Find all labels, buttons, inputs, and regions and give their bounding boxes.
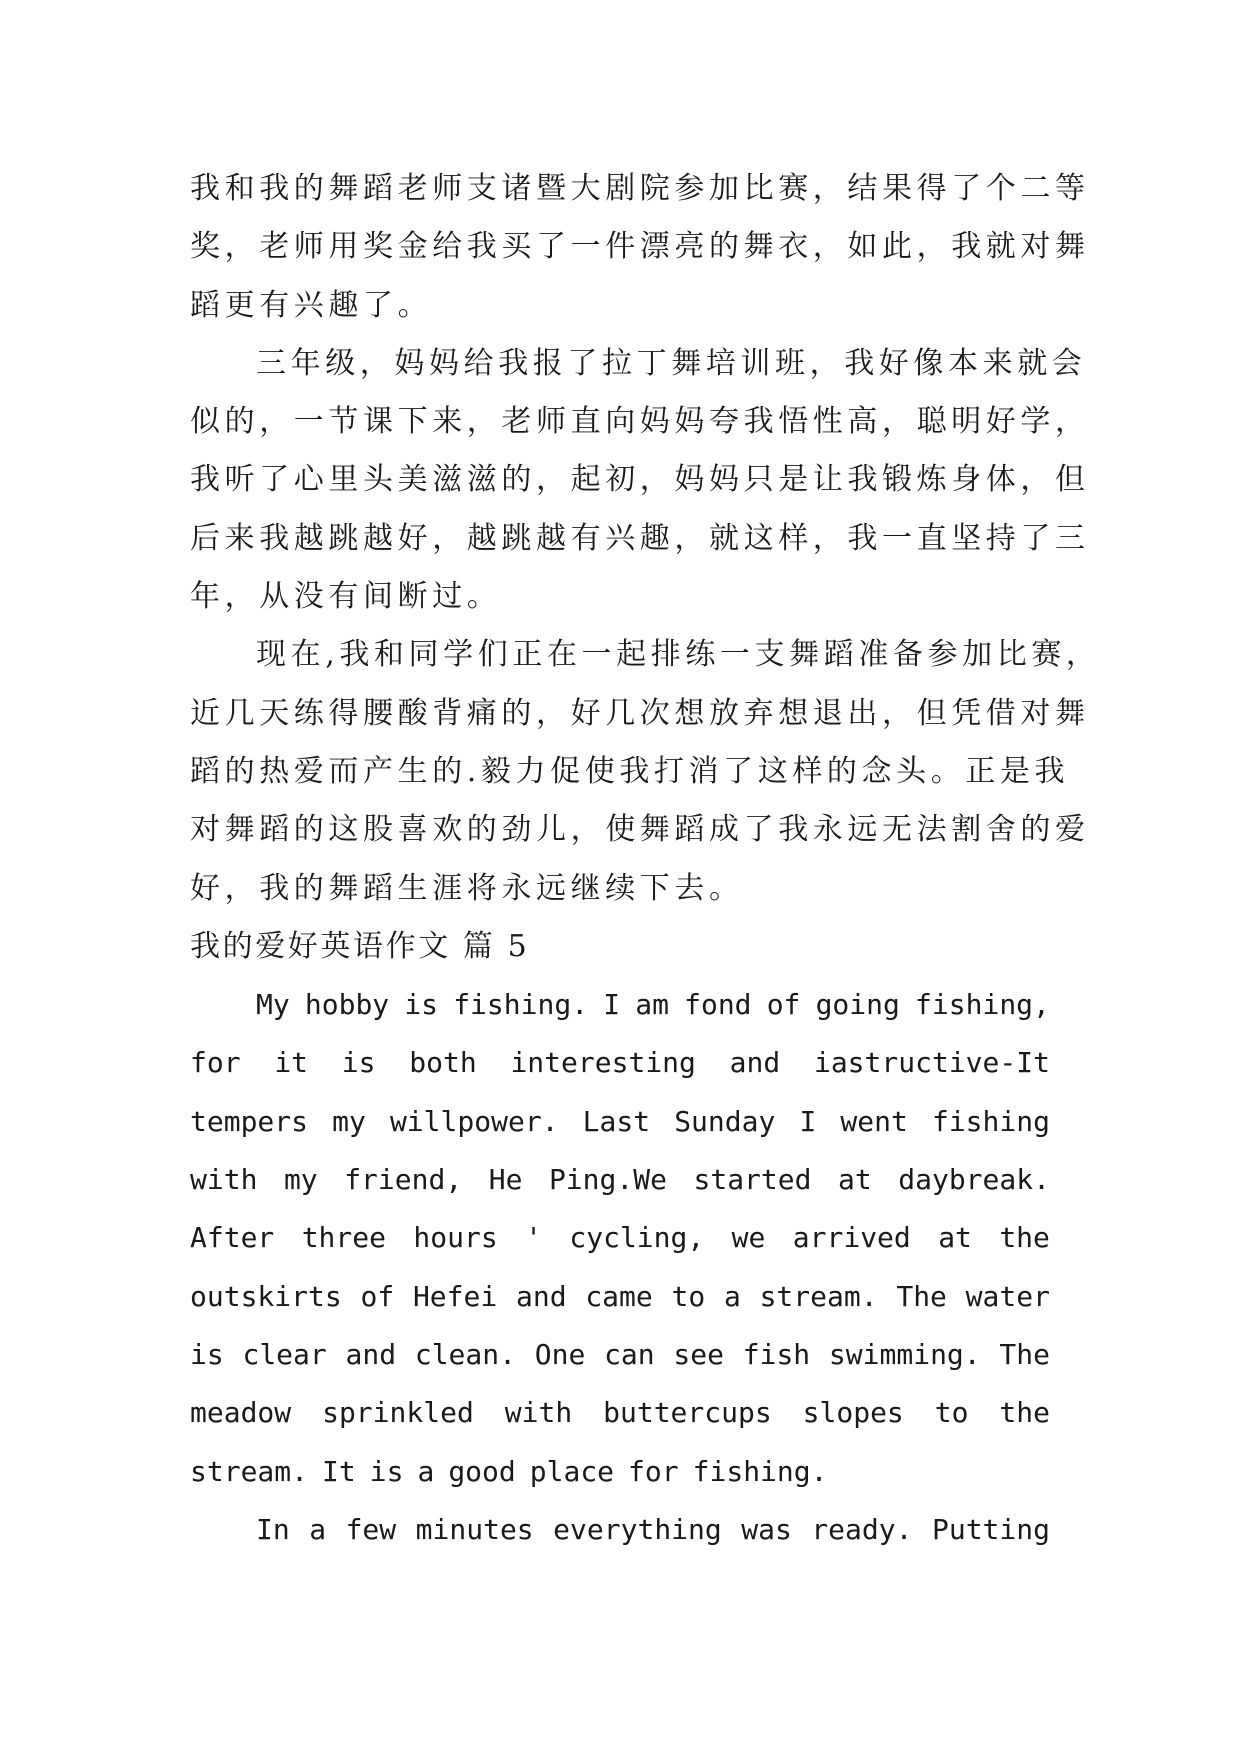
word: fishing, [915, 988, 1050, 1022]
paragraph-line: 后来我越跳越好，越跳越有兴趣，就这样，我一直坚持了三 [190, 520, 1090, 556]
word: can [604, 1337, 655, 1371]
word: everything [553, 1512, 722, 1546]
word: is [341, 1046, 376, 1080]
word: He [488, 1163, 523, 1197]
word: buttercups [603, 1396, 772, 1430]
word: and [345, 1337, 397, 1371]
word: It [322, 1454, 356, 1488]
word: iastructive-It [813, 1046, 1050, 1080]
word: with [504, 1396, 573, 1430]
word: at [838, 1163, 872, 1197]
paragraph-line: 似的，一节课下来，老师直向妈妈夸我悟性高，聪明好学， [190, 404, 1090, 440]
word: water [965, 1279, 1050, 1313]
paragraph-line: 现在,我和同学们正在一起排练一支舞蹈准备参加比赛， [256, 637, 1101, 673]
word: to [671, 1279, 706, 1313]
paragraph-line: 好，我的舞蹈生涯将永远继续下去。 [190, 870, 744, 906]
english-paragraph-line [190, 1093, 1050, 1151]
word: clear [242, 1337, 327, 1371]
english-paragraph-line [190, 1268, 1050, 1326]
word: minutes [415, 1512, 534, 1546]
english-paragraph-line [190, 1151, 1050, 1209]
word: fond [684, 988, 752, 1022]
word: started [693, 1163, 812, 1197]
word: of [360, 1279, 395, 1313]
word: ' [525, 1221, 542, 1255]
english-paragraph-line [190, 1384, 1050, 1442]
word: stream. [190, 1454, 309, 1488]
word: The [896, 1279, 947, 1313]
word: is [404, 988, 439, 1022]
word: Putting [931, 1512, 1050, 1546]
word: daybreak. [898, 1163, 1050, 1197]
english-paragraph-line [190, 1209, 1050, 1267]
word: arrived [792, 1221, 911, 1255]
word: One [534, 1337, 586, 1371]
english-paragraph-line [190, 1034, 1050, 1092]
word: I [799, 1104, 817, 1138]
word: the [999, 1396, 1050, 1430]
word: ready. [811, 1512, 913, 1546]
word: hobby [304, 988, 390, 1022]
word: cycling, [569, 1221, 705, 1255]
word: Ping.We [548, 1163, 667, 1197]
word: slopes [802, 1396, 904, 1430]
word: Sunday [674, 1104, 776, 1138]
word: a [309, 1512, 327, 1546]
word: my [283, 1163, 318, 1197]
word: going [815, 988, 900, 1022]
word: fishing [931, 1104, 1050, 1138]
word: with [190, 1163, 258, 1197]
word: am [635, 988, 669, 1022]
paragraph-line: 奖，老师用奖金给我买了一件漂亮的舞衣，如此，我就对舞 [190, 229, 1090, 265]
word: at [938, 1221, 972, 1255]
paragraph-line: 三年级，妈妈给我报了拉丁舞培训班，我好像本来就会 [256, 345, 1087, 381]
word: tempers [190, 1104, 309, 1138]
word: came [585, 1279, 653, 1313]
word: few [345, 1512, 397, 1546]
paragraph-line: 我听了心里头美滋滋的，起初，妈妈只是让我锻炼身体，但 [190, 462, 1090, 498]
word: fishing. [692, 1454, 828, 1488]
word: Last [582, 1104, 651, 1138]
word: is [369, 1454, 404, 1488]
word: of [766, 988, 801, 1022]
word: a [723, 1279, 741, 1313]
word: was [741, 1512, 792, 1546]
paragraph-line: 我和我的舞蹈老师支诸暨大剧院参加比赛，结果得了个二等 [190, 171, 1090, 206]
word: it [274, 1046, 309, 1080]
word: a [417, 1454, 435, 1488]
word: In [256, 1512, 290, 1546]
section-heading: 我的爱好英语作文 篇 5 [190, 928, 530, 964]
word: place [529, 1454, 615, 1488]
word: hours [413, 1221, 498, 1255]
document-body [190, 160, 1101, 1559]
word: After [190, 1221, 275, 1255]
word: swimming. [828, 1337, 981, 1371]
english-paragraph-line [190, 1501, 1050, 1559]
word: we [731, 1221, 766, 1255]
word: for [190, 1046, 241, 1080]
word: and [729, 1046, 781, 1080]
english-paragraph-line [190, 976, 1050, 1034]
paragraph-line: 蹈更有兴趣了。 [190, 287, 433, 323]
word: my [332, 1104, 366, 1138]
english-paragraph-line [190, 1326, 1050, 1384]
paragraph-line: 蹈的热爱而产生的.毅力促使我打消了这样的念头。正是我 [190, 753, 1070, 789]
paragraph-line: 对舞蹈的这股喜欢的劲儿，使舞蹈成了我永远无法割舍的爱 [190, 812, 1090, 848]
word: stream. [759, 1279, 878, 1313]
word: interesting [510, 1046, 696, 1080]
word: the [999, 1221, 1050, 1255]
word: see [673, 1337, 724, 1371]
word: for [628, 1454, 679, 1488]
word: friend, [344, 1163, 463, 1197]
word: fishing. [453, 988, 589, 1022]
word: I [603, 988, 621, 1022]
word: went [840, 1104, 908, 1138]
word: willpower. [389, 1104, 559, 1138]
word: three [301, 1221, 386, 1255]
word: and [515, 1279, 567, 1313]
word: sprinkled [322, 1396, 474, 1430]
paragraph-line: 近几天练得腰酸背痛的，好几次想放弃想退出，但凭借对舞 [190, 695, 1090, 731]
word: good [448, 1454, 516, 1488]
english-paragraph-line [190, 1443, 1050, 1501]
word: to [934, 1396, 969, 1430]
word: both [409, 1046, 477, 1080]
word: Hefei [412, 1279, 498, 1313]
paragraph-line: 年，从没有间断过。 [190, 579, 502, 615]
word: meadow [190, 1396, 292, 1430]
word: The [999, 1337, 1050, 1371]
word: outskirts [190, 1279, 342, 1313]
word: is [190, 1337, 224, 1371]
word: clean. [414, 1337, 516, 1371]
word: My [256, 988, 290, 1022]
word: fish [742, 1337, 811, 1371]
